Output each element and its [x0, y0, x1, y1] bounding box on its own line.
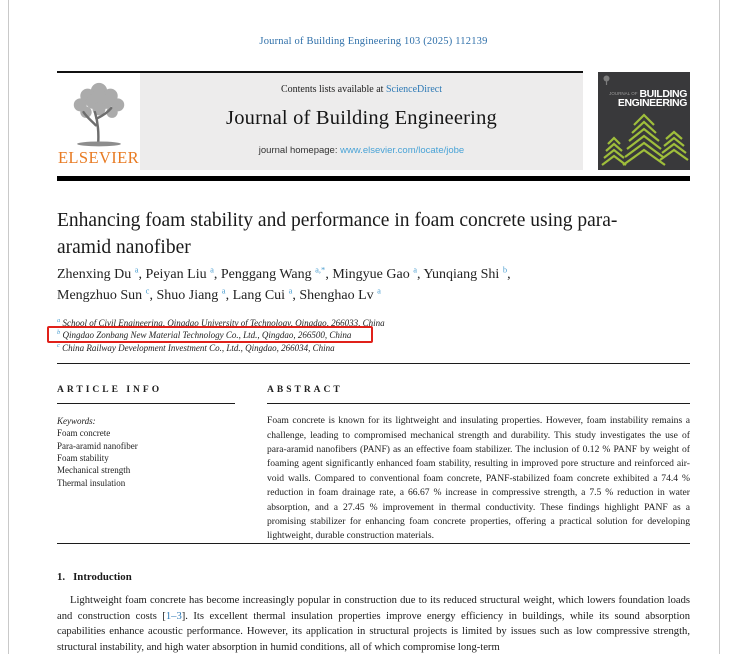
introduction-paragraph [57, 593, 690, 655]
journal-banner [140, 72, 583, 170]
affiliation-sup: b [57, 329, 61, 337]
sciencedirect-link[interactable]: ScienceDirect [385, 84, 443, 95]
article-info-column [57, 385, 235, 544]
homepage-link[interactable]: www.elsevier.com/locate/jobe [340, 145, 465, 156]
abstract-text: Foam concrete is known for its lightweight and insulating properties. However, foam instability remains a challenge, leading to compromised mechanical strength and durability. This study investigates the use of para-aramid nanofibers (PANF) as an effective foam stabilizer. The inclusion of 0.12 % PANF by weight of foaming agent significantly enhanced foam stability, resulting in improved pore structure and reinforced air-void walls. Compared to conventional foam concrete, PANF-stabilized foam concrete exhibited a 74.4 % reduction in foam drainage rate, a 66.67 % increase in compressive strength, a 7.5 % reduction in water absorption, and a 27.45 % improvement in thermal conductivity. These findings highlight PANF as a promising stabilizer for enhancing foam concrete properties, offering a practical solution for developing lightweight, durable construction materials. [267, 415, 690, 542]
author-affiliation-sup: b [502, 264, 508, 275]
contents-line [140, 84, 583, 95]
journal-title: Journal of Building Engineering [226, 107, 497, 129]
page-right-border [719, 0, 720, 654]
affiliation-sup: a [57, 317, 61, 324]
affiliation-list [57, 317, 557, 354]
author-name: Mengzhuo Sun $^c$ [57, 284, 150, 303]
author-name: Shenghao Lv $^a$ [299, 284, 381, 303]
author-affiliation-sup: a [134, 264, 139, 275]
elsevier-logo [57, 72, 140, 170]
cover-elsevier-mark-icon [602, 75, 611, 86]
intro-text-after-ref: ]. Its excellent thermal insulation properties improve energy efficiency in buildings, while its sound absorption capabilities enhance acoustic performance. However, its application in structural projects is limited by issues such as low compressive strength, structural instability, and high water absorption in humid conditions, all of which compromise long-term [57, 610, 691, 653]
cover-engineering-label: ENGINEERING [617, 97, 687, 109]
article-info-heading: ARTICLE INFO [57, 385, 163, 395]
keywords-label: Keywords: [57, 416, 96, 427]
citation-ref-link[interactable]: 1–3 [165, 610, 182, 622]
intro-text-before-ref: Lightweight foam concrete has become increasingly popular in construction due to its reduced structural weight, which lowers foundation loads and construction costs [ [57, 595, 690, 622]
keyword-list [57, 427, 235, 488]
journal-cover-thumbnail[interactable] [598, 72, 690, 170]
article-info-rule [57, 403, 235, 404]
author-affiliation-sup: c [145, 284, 150, 295]
author-list: Zhenxing Du $^a$, Peiyan Liu $^a$, Penggang Wang $^{a,*}$, Mingyue Gao $^a$, Yunqiang Shi $^b$, Mengzhuo Sun $^c$, Shuo Jiang $^a$, Lang Cui $^a$, Shenghao Lv $^a$ [57, 264, 511, 303]
author-affiliation-sup: a [210, 264, 214, 275]
journal-header [57, 72, 690, 170]
author-name: Lang Cui $^a$ [232, 284, 293, 303]
author-name: Yunqiang Shi $^b$ [423, 264, 508, 282]
author-affiliation-sup: a [288, 284, 293, 295]
introduction-heading [57, 571, 132, 583]
author-affiliation-sup: a,* [315, 264, 326, 275]
affiliation-sup: c [57, 341, 60, 349]
elsevier-tree-icon [62, 78, 136, 148]
author-name: Zhenxing Du $^a$ [57, 264, 139, 282]
keyword: Para-aramid nanofiber [57, 440, 138, 451]
header-black-bar [57, 176, 690, 181]
homepage-prefix: journal homepage: [258, 145, 341, 156]
author-affiliation-sup: a [221, 284, 226, 295]
elsevier-wordmark: ELSEVIER [57, 148, 140, 167]
cover-building-label: BUILDING [639, 88, 687, 100]
author-name: Peiyan Liu $^a$ [145, 264, 214, 282]
author-affiliation-sup: a [377, 284, 381, 295]
author-name: Mingyue Gao $^a$ [332, 264, 417, 282]
journal-citation: Journal of Building Engineering 103 (2025) 112139 [259, 36, 488, 47]
introduction-number: 1. [57, 571, 66, 583]
keyword: Mechanical strength [57, 465, 131, 476]
contents-prefix: Contents lists available at [280, 84, 386, 95]
affiliation-line: $^a$ School of Civil Engineering, Qingdao University of Technology, Qingdao, 266033, China [57, 317, 385, 328]
abstract-rule [267, 403, 690, 404]
introduction-title: Introduction [73, 571, 132, 583]
author-affiliation-sup: a [413, 264, 417, 275]
section-divider-top [57, 363, 690, 364]
abstract-heading: ABSTRACT [267, 385, 343, 395]
info-section [57, 385, 690, 544]
keyword: Thermal insulation [57, 477, 126, 488]
article-title: Enhancing foam stability and performance in foam concrete using para-aramid nanofiber [57, 210, 618, 258]
affiliation-line-highlighted: $^b$ Qingdao Zonbang New Material Technology Co., Ltd., Qingdao, 266500, China [57, 329, 352, 341]
keyword: Foam stability [57, 453, 109, 464]
abstract-column [267, 385, 690, 544]
section-divider-bottom [57, 543, 690, 544]
keyword: Foam concrete [57, 428, 111, 439]
affiliation-line: $^c$ China Railway Development Investment Co., Ltd., Qingdao, 266034, China [57, 341, 335, 353]
cover-journal-of-label: JOURNAL OF [609, 91, 638, 96]
header-top-rule [57, 71, 583, 73]
cover-trees-icon [598, 113, 690, 167]
author-name: Penggang Wang $^{a,*}$ [220, 264, 326, 282]
page-left-border [8, 0, 9, 654]
author-name: Shuo Jiang $^a$ [156, 284, 226, 303]
homepage-line [140, 145, 583, 156]
